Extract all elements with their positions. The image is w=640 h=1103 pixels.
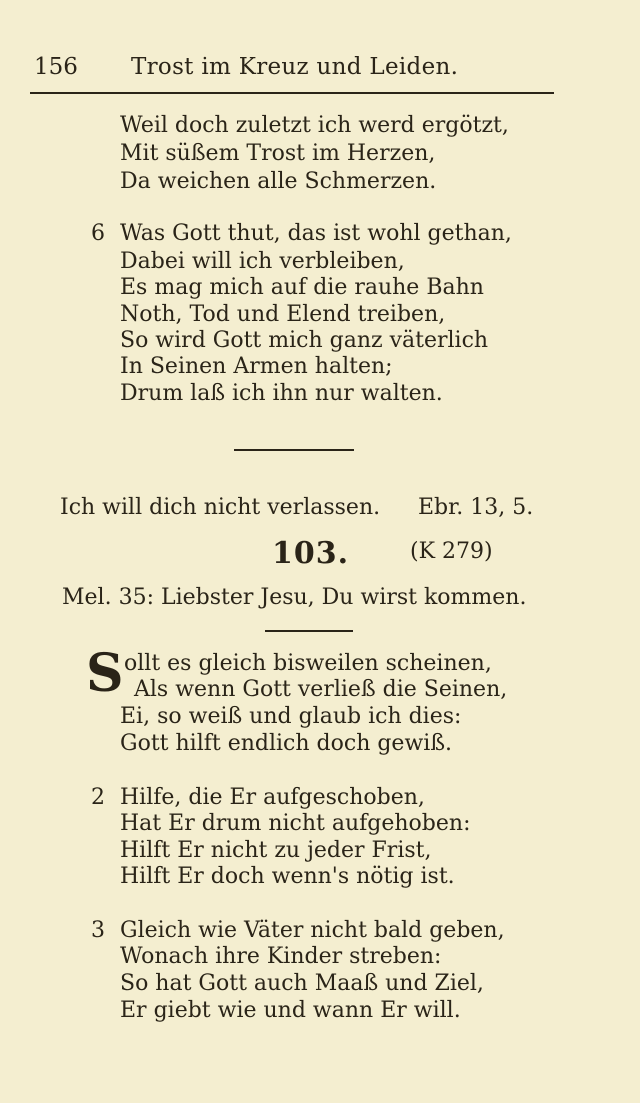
motto-scripture-ref: Ebr. 13, 5. <box>418 495 534 520</box>
verse-number: 3 <box>91 918 105 943</box>
verse-line: Da weichen alle Schmerzen. <box>120 169 437 194</box>
verse-line: Mit süßem Trost im Herzen, <box>120 141 436 166</box>
verse-line: Es mag mich auf die rauhe Bahn <box>120 275 484 300</box>
verse-line: Was Gott thut, das ist wohl gethan, <box>120 221 512 246</box>
heading-divider <box>265 630 353 632</box>
melody-line: Mel. 35: Liebster Jesu, Du wirst kommen. <box>62 585 527 610</box>
verse-line: Gleich wie Väter nicht bald geben, <box>120 918 505 943</box>
page-header <box>30 52 554 82</box>
verse-number: 6 <box>91 221 105 246</box>
hymn-cross-reference: (K 279) <box>410 539 493 564</box>
hymn-number: 103. <box>272 536 350 571</box>
verse-line: Hilft Er nicht zu jeder Frist, <box>120 838 432 863</box>
verse-line: Ei, so weiß und glaub ich dies: <box>120 704 462 729</box>
verse-number: 2 <box>91 785 105 810</box>
hymn-motto: Ich will dich nicht verlassen. <box>60 495 381 520</box>
verse-line: Hat Er drum nicht aufgehoben: <box>120 811 471 836</box>
verse-line: ollt es gleich bisweilen scheinen, <box>124 651 492 676</box>
verse-line: In Seinen Armen halten; <box>120 354 393 379</box>
verse-line: Als wenn Gott verließ die Seinen, <box>134 677 508 702</box>
drop-cap: S <box>86 643 124 704</box>
verse-line: Hilfe, die Er aufgeschoben, <box>120 785 425 810</box>
verse-line: Hilft Er doch wenn's nötig ist. <box>120 864 455 889</box>
running-title: Trost im Kreuz und Leiden. <box>131 54 459 80</box>
verse-line: Wonach ihre Kinder streben: <box>120 944 442 969</box>
verse-line: Gott hilft endlich doch gewiß. <box>120 731 453 756</box>
verse-line: Er giebt wie und wann Er will. <box>120 998 461 1023</box>
verse-line: Dabei will ich verbleiben, <box>120 249 405 274</box>
header-rule <box>30 92 554 94</box>
verse-line: Noth, Tod und Elend treiben, <box>120 302 446 327</box>
page-number: 156 <box>34 54 78 80</box>
verse-line: Weil doch zuletzt ich werd ergötzt, <box>120 113 509 138</box>
verse-line: So hat Gott auch Maaß und Ziel, <box>120 971 484 996</box>
verse-line: So wird Gott mich ganz väterlich <box>120 328 489 353</box>
section-divider <box>234 449 354 451</box>
verse-line: Drum laß ich ihn nur walten. <box>120 381 443 406</box>
